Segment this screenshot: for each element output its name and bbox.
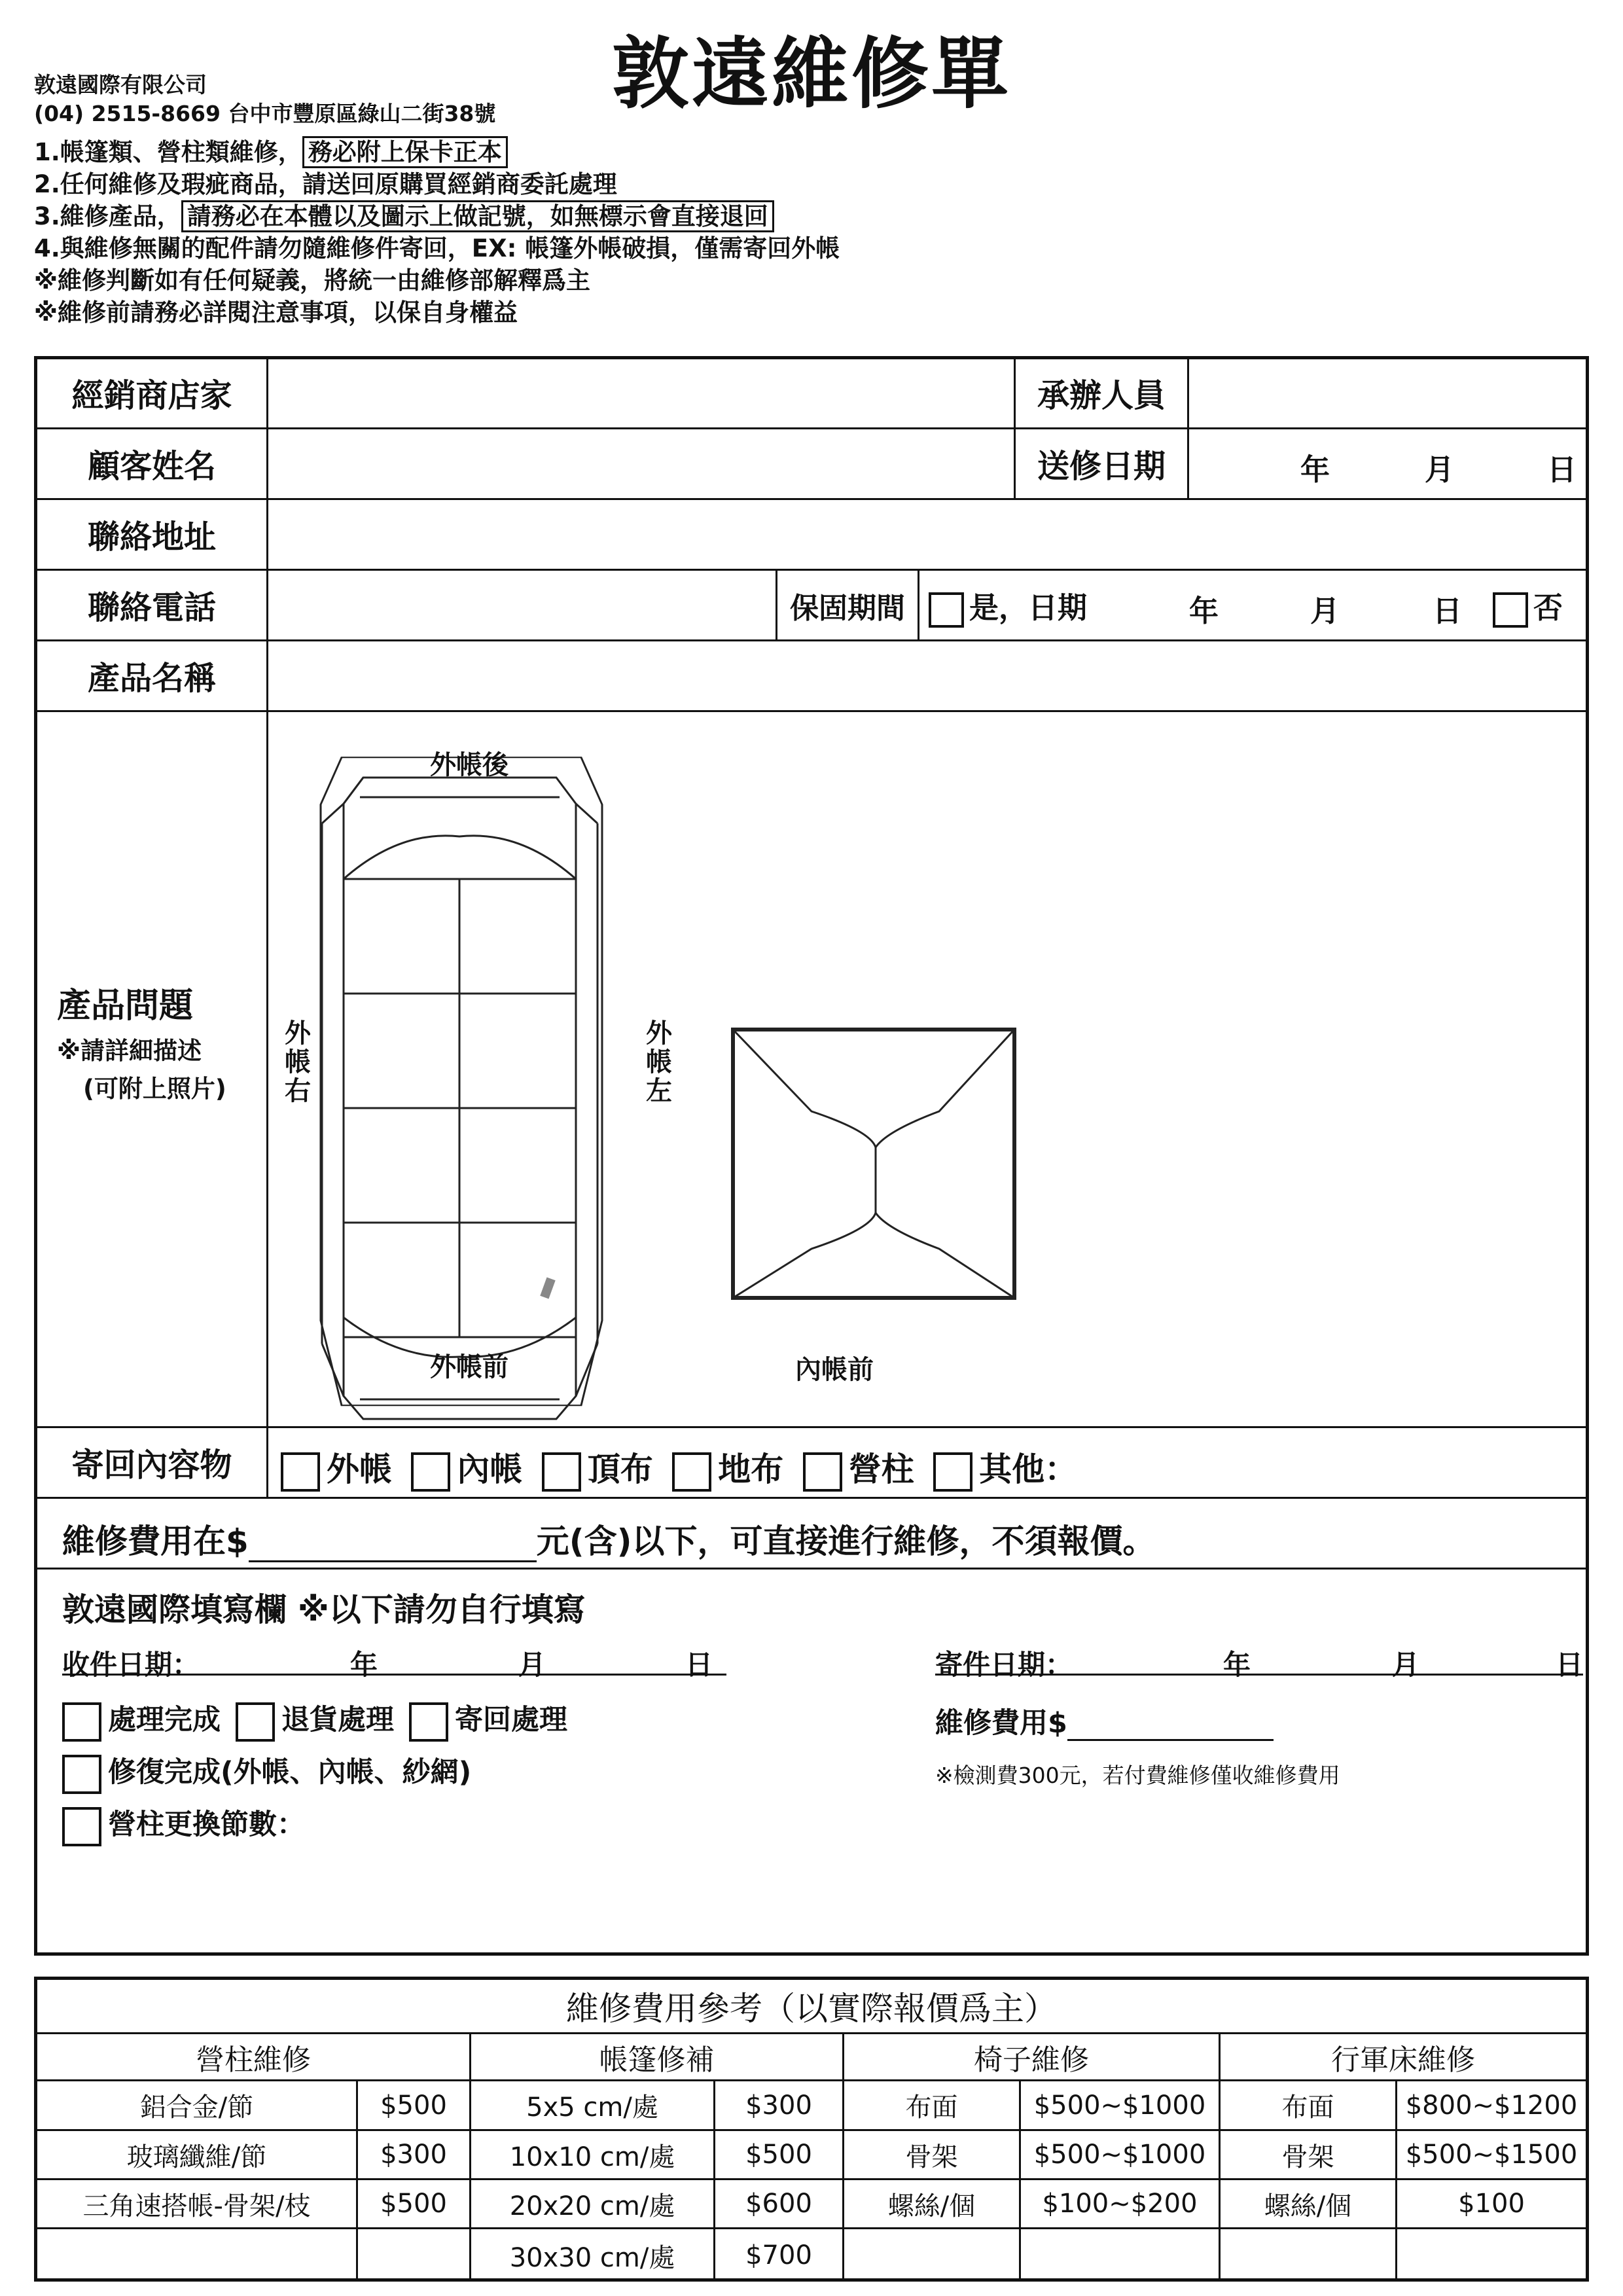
- address-label: 聯絡地址: [87, 518, 216, 556]
- price-cell: $300: [745, 2090, 812, 2121]
- address-field[interactable]: [268, 500, 1584, 569]
- price-cell: [1021, 2229, 1219, 2282]
- receive-date-label: 收件日期：: [62, 1649, 200, 1681]
- repair-fee-field[interactable]: [1067, 1710, 1274, 1741]
- return-items: [281, 1443, 1077, 1492]
- problem-label: [57, 978, 226, 1104]
- price-table-title: 維修費用參考（以實際報價爲主）: [566, 1990, 1057, 2028]
- return-item-ground[interactable]: 地布: [672, 1450, 783, 1488]
- header-tent: 帳篷修補: [599, 2043, 715, 2077]
- phone-label: 聯絡電話: [87, 588, 216, 626]
- repair-form: [34, 356, 1589, 1956]
- price-cell: $500~$1000: [1033, 2090, 1206, 2121]
- diagram-right-label: 外帳右: [285, 1018, 311, 1106]
- dealer-label: 經銷商店家: [71, 377, 232, 414]
- page-title: 敦遠維修單: [611, 29, 1011, 119]
- price-cell: $100: [1458, 2189, 1525, 2219]
- return-item-pole[interactable]: 營柱: [803, 1450, 914, 1488]
- problem-title: 產品問題: [57, 986, 194, 1026]
- customer-field[interactable]: [268, 429, 1014, 498]
- price-cell: 玻璃纖維/節: [126, 2142, 267, 2172]
- ship-day: 日: [1556, 1649, 1584, 1681]
- note-6: ※維修前請務必詳閱注意事項，以保自身權益: [34, 298, 518, 327]
- warranty-month: 月: [1310, 594, 1340, 628]
- notes: [34, 136, 840, 329]
- diagram-back-label: 外帳後: [430, 750, 508, 780]
- price-cell: [358, 2229, 469, 2282]
- receive-day: 日: [685, 1649, 713, 1681]
- diagram-front-label: 外帳前: [430, 1352, 508, 1382]
- diagram-inner-front-label: 內帳前: [795, 1355, 874, 1385]
- ship-year: 年: [1223, 1649, 1251, 1681]
- warranty-year: 年: [1189, 594, 1219, 628]
- fee-threshold: 維修費用在$ 元(含)以下，可直接進行維修，不須報價。: [62, 1515, 1156, 1562]
- diagram-left-label: 外帳左: [646, 1018, 672, 1106]
- return-item-inner[interactable]: 內帳: [411, 1450, 522, 1488]
- opt-return-goods[interactable]: 退貨處理: [236, 1704, 394, 1736]
- note-1: 1.帳篷類、營柱類維修， 務必附上保卡正本: [34, 136, 840, 168]
- return-label: 寄回內容物: [71, 1446, 232, 1484]
- price-cell: 布面: [1281, 2092, 1334, 2123]
- handler-field[interactable]: [1189, 359, 1582, 427]
- problem-note-2: (可附上照片): [83, 1075, 226, 1103]
- note-4: 4.與維修無關的配件請勿隨維修件寄回，EX: 帳篷外帳破損，僅需寄回外帳: [34, 234, 840, 262]
- send-date-year: 年: [1300, 452, 1330, 487]
- opt-pole[interactable]: 營柱更換節數：: [62, 1803, 305, 1846]
- warranty-day: 日: [1433, 594, 1463, 628]
- price-cell: 5x5 cm/處: [526, 2092, 658, 2123]
- product-field[interactable]: [268, 641, 1584, 710]
- price-cell: 螺絲/個: [1264, 2191, 1352, 2221]
- company-name: 敦遠國際有限公司: [34, 72, 207, 98]
- note-3: 3.維修產品， 請務必在本體以及圖示上做記號，如無標示會直接退回: [34, 200, 840, 232]
- opt-done[interactable]: 處理完成: [62, 1704, 221, 1736]
- price-cell: 螺絲/個: [887, 2191, 976, 2221]
- price-cell: 骨架: [1281, 2142, 1334, 2172]
- price-cell: 10x10 cm/處: [509, 2142, 675, 2172]
- receive-year: 年: [350, 1649, 378, 1681]
- note-1-highlight: 務必附上保卡正本: [302, 136, 508, 168]
- price-cell: [1397, 2229, 1586, 2282]
- return-item-top[interactable]: 頂布: [542, 1450, 653, 1488]
- header-chair: 椅子維修: [974, 2043, 1089, 2077]
- price-cell: $600: [745, 2189, 812, 2219]
- note-2: 2.任何維修及瑕疵商品，請送回原購買經銷商委託處理: [34, 170, 617, 198]
- price-cell: $500: [380, 2090, 447, 2121]
- return-item-fly[interactable]: 外帳: [281, 1450, 392, 1488]
- handler-label: 承辦人員: [1037, 377, 1166, 414]
- price-cell: 骨架: [905, 2142, 958, 2172]
- problem-note-1: ※請詳細描述: [57, 1037, 202, 1065]
- company-contact: (04) 2515-8669 台中市豐原區綠山二街38號: [34, 101, 496, 126]
- warranty-yes[interactable]: 是，日期: [929, 584, 1087, 628]
- header-cot: 行軍床維修: [1331, 2043, 1475, 2077]
- return-item-other[interactable]: 其他：: [933, 1450, 1077, 1488]
- send-date-day: 日: [1547, 452, 1577, 487]
- price-cell: $500: [745, 2140, 812, 2170]
- send-date-month: 月: [1425, 452, 1455, 487]
- price-cell: 20x20 cm/處: [509, 2191, 675, 2221]
- receive-month: 月: [518, 1649, 546, 1681]
- warranty-label: 保固期間: [790, 591, 905, 625]
- price-cell: 30x30 cm/處: [509, 2242, 675, 2273]
- dealer-field[interactable]: [268, 359, 1014, 427]
- customer-label: 顧客姓名: [87, 447, 216, 485]
- price-cell: 三角速搭帳-骨架/枝: [82, 2191, 311, 2221]
- warranty-no[interactable]: 否: [1493, 584, 1563, 628]
- opt-fixed[interactable]: 修復完成(外帳、內帳、紗網): [62, 1750, 471, 1794]
- warranty-yes-checkbox[interactable]: [929, 592, 964, 628]
- warranty-no-checkbox[interactable]: [1493, 592, 1528, 628]
- price-cell: [37, 2229, 356, 2282]
- price-cell: [1221, 2229, 1395, 2282]
- price-table: [34, 1977, 1589, 2282]
- header-pole: 營柱維修: [196, 2043, 311, 2077]
- price-cell: $700: [745, 2240, 812, 2270]
- internal-title: 敦遠國際填寫欄 ※以下請勿自行填寫: [62, 1591, 586, 1628]
- fee-threshold-field[interactable]: [249, 1528, 537, 1562]
- product-label: 產品名稱: [87, 659, 216, 697]
- note-5: ※維修判斷如有任何疑義，將統一由維修部解釋爲主: [34, 266, 590, 295]
- phone-field[interactable]: [268, 571, 776, 639]
- price-cell: $100~$200: [1042, 2189, 1198, 2219]
- check-fee-note: ※檢測費300元，若付費維修僅收維修費用: [935, 1763, 1340, 1788]
- ship-date-label: 寄件日期：: [935, 1649, 1073, 1681]
- send-date-label: 送修日期: [1037, 447, 1166, 485]
- ship-month: 月: [1392, 1649, 1420, 1681]
- opt-send-back[interactable]: 寄回處理: [409, 1704, 567, 1736]
- price-cell: $500~$1000: [1033, 2140, 1206, 2170]
- status-options: [62, 1698, 567, 1742]
- price-cell: $300: [380, 2140, 447, 2170]
- price-cell: 鋁合金/節: [139, 2092, 254, 2123]
- price-cell: $800~$1200: [1405, 2090, 1578, 2121]
- price-cell: $500: [380, 2189, 447, 2219]
- repair-fee: 維修費用$: [935, 1701, 1274, 1741]
- price-cell: 布面: [905, 2092, 958, 2123]
- price-cell: $500~$1500: [1405, 2140, 1578, 2170]
- note-3-highlight: 請務必在本體以及圖示上做記號，如無標示會直接退回: [181, 200, 774, 232]
- price-cell: [844, 2229, 1019, 2282]
- company-info: [34, 71, 495, 128]
